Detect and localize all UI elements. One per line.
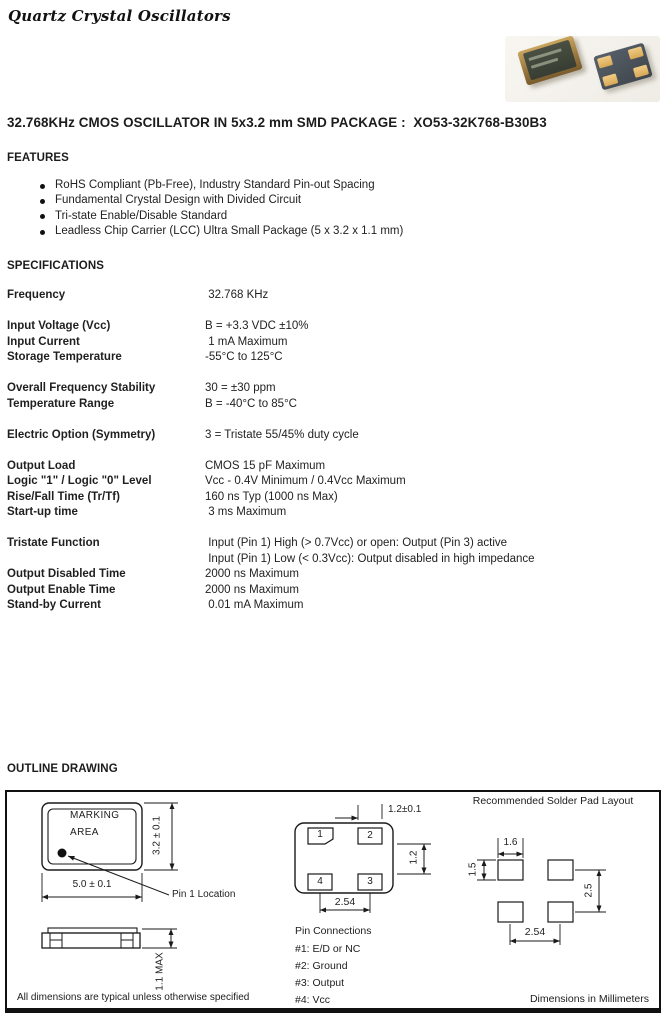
table-row [7,350,659,366]
pad-number-3: 3 [367,876,373,887]
spec-label: Stand-by Current [7,599,101,611]
feature-item [40,210,640,225]
spec-value: B = +3.3 VDC ±10% [205,320,309,332]
spec-group [7,536,659,614]
feature-item [40,225,640,240]
note-right: Dimensions in Millimeters [529,993,649,1005]
height-dimension-label: 3.2 ± 0.1 [151,816,163,855]
table-row [7,598,659,614]
solder-pad-width-label: 1.6 [503,837,518,848]
table-row [7,474,659,490]
bullet-icon [40,230,45,235]
feature-text: RoHS Compliant (Pb-Free), Industry Standard Pin-out Spacing [55,179,375,191]
pin-connection-item: #1: E/D or NC [295,943,361,955]
solder-pad-height-label: 1.5 [467,862,479,877]
oscillator-marking-face [523,40,577,81]
spec-label: Electric Option (Symmetry) [7,428,156,441]
pad-number-1: 1 [317,829,323,840]
spec-group [7,459,659,521]
features-heading: FEATURES [7,152,69,164]
spec-label [7,552,205,568]
solder-col-pitch-label: 2.54 [524,926,546,938]
spec-value: -55°C to 125°C [205,351,283,363]
document-title: 32.768KHz CMOS OSCILLATOR IN 5x3.2 mm SMD PACKAGE : XO53-32K768-B30B3 [7,115,547,130]
spec-value: Input (Pin 1) Low (< 0.3Vcc): Output disabled in high impedance [205,552,535,565]
table-row [7,319,659,335]
bullet-icon [40,199,45,204]
specifications-heading: SPECIFICATIONS [7,260,105,272]
table-row [7,288,659,304]
spec-label: Frequency [7,289,66,301]
pin-connection-item: #4: Vcc [295,994,331,1006]
pin-connections-heading: Pin Connections [295,925,372,937]
spec-value: 3 = Tristate 55/45% duty cycle [205,428,359,441]
spec-label: Storage Temperature [7,351,122,363]
table-row [7,490,659,506]
table-row [7,567,659,583]
features-list [40,179,640,241]
feature-item [40,194,640,209]
thickness-dimension-label: 1.1 MAX [154,952,166,991]
solder-pad [628,46,644,59]
pad-width-dimension-label: 1.2±0.1 [388,804,422,815]
bullet-icon [40,184,45,189]
spec-value: B = -40°C to 85°C [205,397,297,410]
spec-label: Output Load [7,459,76,472]
spec-group [7,428,659,444]
table-row [7,335,659,351]
table-row [7,397,659,413]
table-row [7,505,659,521]
pad-number-2: 2 [367,830,373,841]
marking-line1: MARKING [70,810,120,821]
table-row [7,459,659,475]
solder-pad [602,73,618,86]
spec-label: Overall Frequency Stability [7,382,156,394]
bullet-icon [40,214,45,219]
note-left: All dimensions are typical unless otherwise specified [17,992,250,1003]
row-gap-dimension-label: 1.2 [408,850,420,865]
feature-text: Fundamental Crystal Design with Divided Circuit [55,194,302,207]
spec-label: Temperature Range [7,397,115,410]
spec-group [7,288,659,304]
pin1-location-label: Pin 1 Location [172,889,236,900]
table-row [7,552,659,568]
spec-value: 0.01 mA Maximum [205,599,304,611]
solder-row-pitch-label: 2.5 [583,883,595,898]
spec-value: 2000 ns Maximum [205,583,299,596]
solder-pad [597,55,613,68]
solder-pad [633,64,649,77]
feature-text: Leadless Chip Carrier (LCC) Ultra Small Package (5 x 3.2 x 1.1 mm) [55,225,404,238]
pitch-dimension-label: 2.54 [334,896,356,908]
spec-value: Input (Pin 1) High (> 0.7Vcc) or open: Output (Pin 3) active [205,537,508,549]
spec-label: Tristate Function [7,537,100,549]
feature-item [40,179,640,194]
spec-label: Logic "1" / Logic "0" Level [7,475,152,487]
spec-label: Start-up time [7,506,78,518]
page-brand-title: Quartz Crystal Oscillators [8,7,231,25]
width-dimension-label: 5.0 ± 0.1 [72,879,112,890]
spec-label: Input Current [7,335,80,348]
marking-line2: AREA [70,827,99,838]
product-photo [505,36,660,102]
spec-value: 32.768 KHz [205,289,269,301]
spec-label: Rise/Fall Time (Tr/Tf) [7,490,120,503]
table-row [7,536,659,552]
table-row [7,428,659,444]
specifications-table [7,288,659,629]
spec-value: 160 ns Typ (1000 ns Max) [205,490,338,503]
pin-connection-item: #2: Ground [295,960,348,972]
spec-value: 30 = ±30 ppm [205,382,276,394]
spec-value: 3 ms Maximum [205,506,287,518]
spec-value: Vcc - 0.4V Minimum / 0.4Vcc Maximum [205,475,406,487]
outline-drawing-heading: OUTLINE DRAWING [7,763,118,775]
spec-label: Output Enable Time [7,583,116,596]
table-row [7,583,659,599]
outline-drawing-box [5,790,661,1013]
spec-label: Input Voltage (Vcc) [7,320,111,332]
spec-group [7,381,659,412]
feature-text: Tri-state Enable/Disable Standard [55,209,228,222]
spec-value: 1 mA Maximum [205,335,288,348]
spec-label: Output Disabled Time [7,568,126,580]
spec-value: 2000 ns Maximum [205,568,299,580]
pad-number-4: 4 [317,876,323,887]
table-row [7,381,659,397]
spec-group [7,319,659,366]
pin-connection-item: #3: Output [295,977,345,989]
oscillator-top-view-photo [517,35,583,85]
marking-area-label [70,807,119,841]
oscillator-bottom-view-photo [593,43,653,91]
spec-value: CMOS 15 pF Maximum [205,459,326,472]
solder-pad-layout-heading: Recommended Solder Pad Layout [472,795,634,807]
